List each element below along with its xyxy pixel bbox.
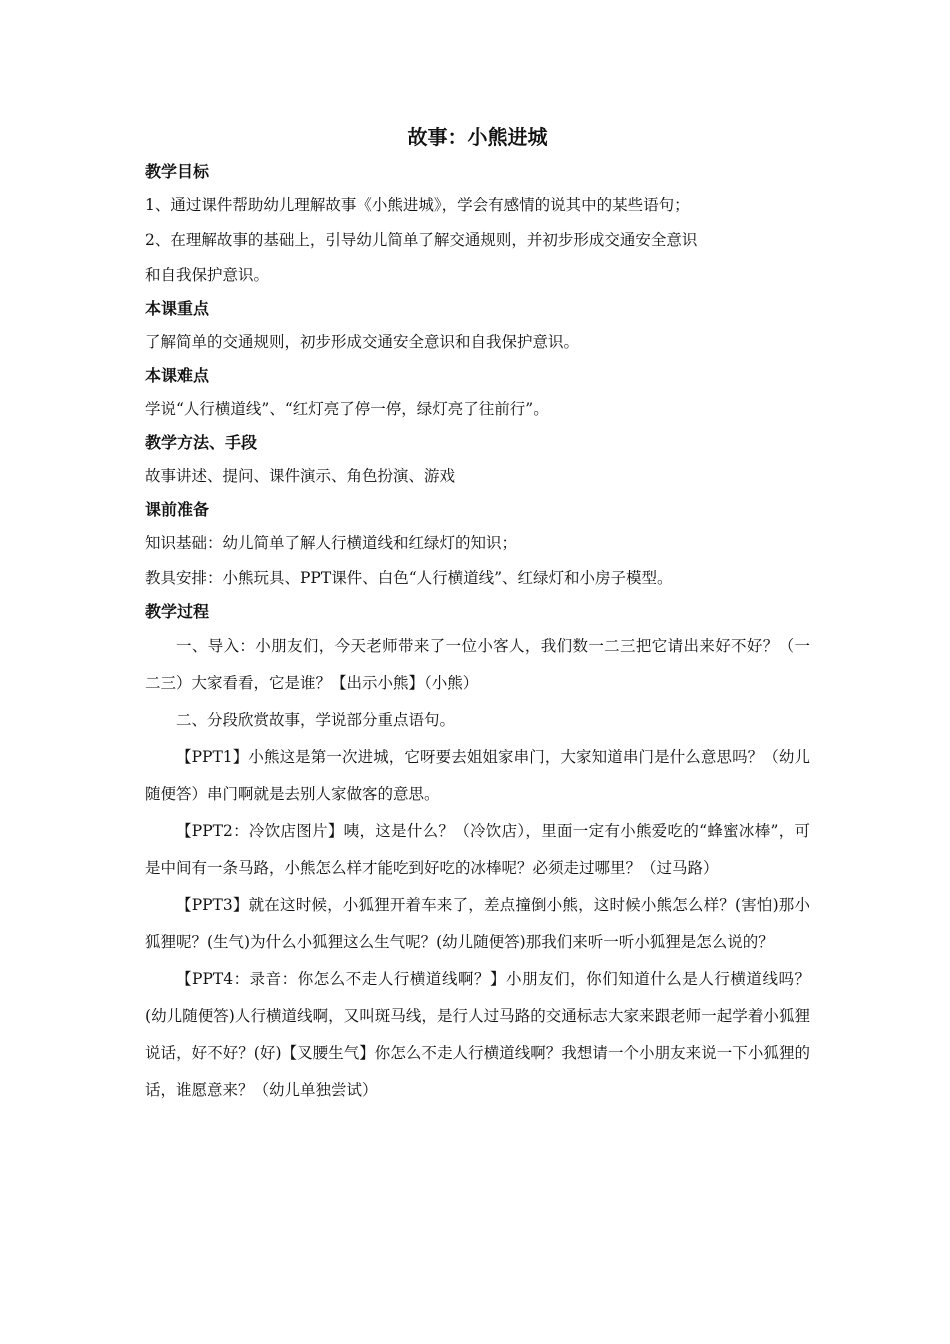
section-difficulty [145, 360, 810, 427]
section-goals [145, 156, 810, 293]
process-paragraph-intro: 一、导入：小朋友们，今天老师带来了一位小客人，我们数一二三把它请出来好不好？（一二三）大家看看，它是谁？【出示小熊】（小熊） [145, 637, 810, 692]
section-heading-preparation: 课前准备 [145, 500, 210, 519]
process-paragraph-ppt1: 【PPT1】小熊这是第一次进城，它呀要去姐姐家串门，大家知道串门是什么意思吗？（幼儿随便答）串门啊就是去别人家做客的意思。 [145, 748, 810, 803]
section-methods [145, 427, 810, 494]
section-focus [145, 293, 810, 360]
preparation-knowledge: 知识基础：幼儿简单了解人行横道线和红绿灯的知识； [145, 534, 518, 552]
section-heading-difficulty: 本课难点 [145, 366, 210, 385]
methods-text: 故事讲述、提问、课件演示、角色扮演、游戏 [145, 467, 456, 485]
goal-item-2-continued: 和自我保护意识。 [145, 266, 270, 284]
process-paragraph-story: 二、分段欣赏故事，学说部分重点语句。 [176, 711, 456, 729]
section-heading-methods: 教学方法、手段 [145, 433, 258, 452]
section-preparation [145, 494, 810, 596]
process-paragraph-ppt4: 【PPT4：录音：你怎么不走人行横道线啊？】小朋友们，你们知道什么是人行横道线吗？(幼儿随便答)人行横道线啊，又叫斑马线，是行人过马路的交通标志大家来跟老师一起学着小狐狸说话，好不好？(好)【叉腰生气】你怎么不走人行横道线啊？我想请一个小朋友来说一下小狐狸的话，谁愿意来？（幼儿单独尝试） [145, 970, 810, 1099]
section-heading-process: 教学过程 [145, 602, 210, 621]
document-title: 故事：小熊进城 [407, 125, 548, 149]
section-heading-goals: 教学目标 [145, 162, 210, 181]
process-paragraph-ppt3: 【PPT3】就在这时候，小狐狸开着车来了，差点撞倒小熊，这时候小熊怎么样？(害怕)那小狐狸呢？(生气)为什么小狐狸这么生气呢？(幼儿随便答)那我们来听一听小狐狸是怎么说的？ [145, 896, 810, 951]
process-paragraph-ppt2: 【PPT2：冷饮店图片】咦，这是什么？（冷饮店），里面一定有小熊爱吃的“蜂蜜冰棒”，可是中间有一条马路，小熊怎么样才能吃到好吃的冰棒呢？必须走过哪里？（过马路） [145, 822, 810, 877]
focus-text: 了解简单的交通规则，初步形成交通安全意识和自我保护意识。 [145, 333, 580, 351]
lesson-plan-page [145, 118, 810, 1109]
difficulty-text: 学说“人行横道线”、“红灯亮了停一停，绿灯亮了往前行”。 [145, 400, 549, 418]
section-heading-focus: 本课重点 [145, 299, 210, 318]
goal-item-1: 1、通过课件帮助幼儿理解故事《小熊进城》，学会有感情的说其中的某些语句； [145, 196, 690, 214]
section-process [145, 596, 810, 1109]
goal-item-2: 2、在理解故事的基础上，引导幼儿简单了解交通规则，并初步形成交通安全意识 [145, 231, 698, 249]
preparation-materials: 教具安排：小熊玩具、PPT课件、白色“人行横道线”、红绿灯和小房子模型。 [145, 569, 673, 587]
